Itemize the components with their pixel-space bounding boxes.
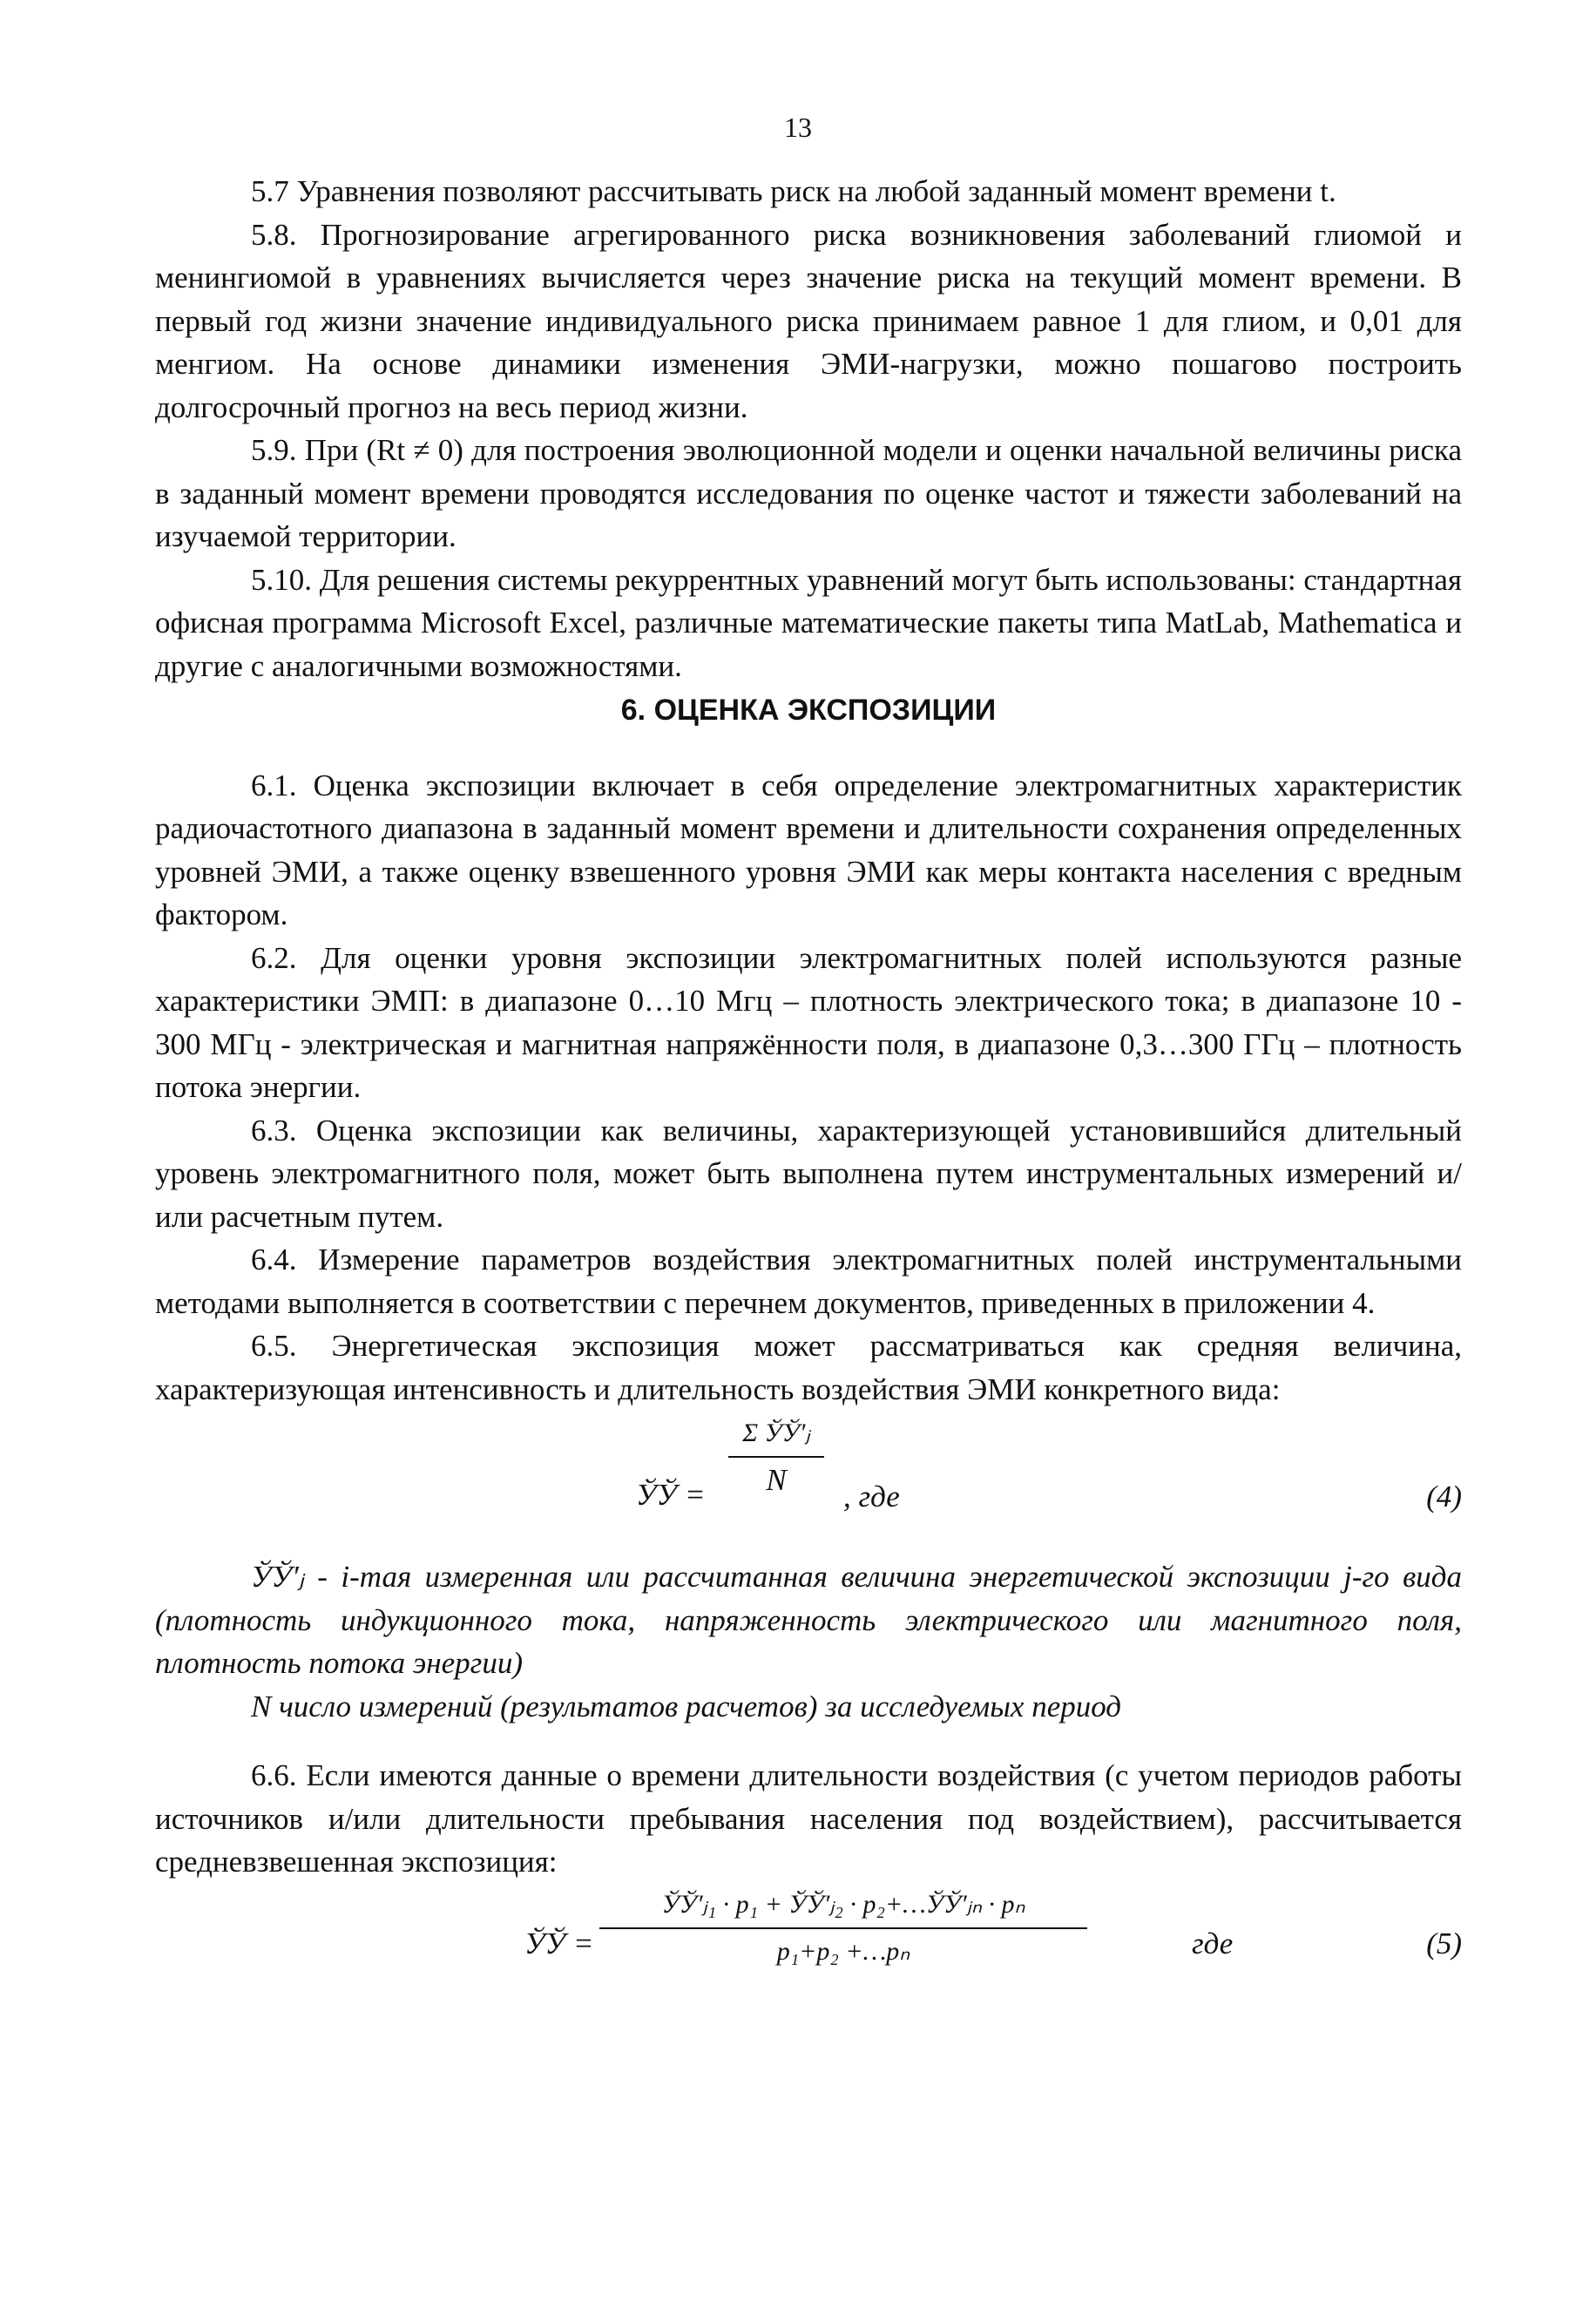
paragraph-6-5: 6.5. Энергетическая экспозиция может рассматриваться как средняя величина, характеризующая интенсивность и длительность воздействия ЭМИ конкретного вида: (155, 1329, 1462, 1406)
formula-4-denominator: N (766, 1463, 787, 1497)
paragraph-6-1: 6.1. Оценка экспозиции включает в себя определение электромагнитных характеристик радиочастотного диапазона в заданный момент времени и длительности сохранения определенных уровней ЭМИ, а также оценку взвешенного уровня ЭМИ как меры контакта населения с вредным фактором. (155, 768, 1462, 931)
formula-4 (155, 1416, 1462, 1547)
formula-5-fraction (599, 1887, 1087, 1969)
formula-4-number: (4) (1426, 1480, 1462, 1514)
paragraph-5-7: 5.7 Уравнения позволяют рассчитывать риск на любой заданный момент времени t. (251, 174, 1336, 208)
section-6-heading: 6. ОЦЕНКА ЭКСПОЗИЦИИ (620, 694, 997, 727)
paragraph-5-9: 5.9. При (Rt ≠ 0) для построения эволюционной модели и оценки начальной величины риска в заданный момент времени проводятся исследования по оценке частот и тяжести заболеваний на изучаемой территории. (155, 433, 1462, 553)
paragraph-6-2: 6.2. Для оценки уровня экспозиции электромагнитных полей используются разные характеристики ЭМП: в диапазоне 0…10 Мгц – плотность электрического тока; в диапазоне 10 - 300 МГц - электрическая и магнитная напряжённости поля, в диапазоне 0,3…300 ГГц – плотность потока энергии. (155, 940, 1462, 1104)
page-number: 13 (784, 112, 812, 143)
legend-n: N число измерений (результатов расчетов) за исследуемых период (251, 1689, 1121, 1723)
legend-yy: ЎЎ′ⱼ - i-тая измеренная или рассчитанная величина энергетической экспозиции j-го вида (плотность индукционного тока, напряженность электрического или магнитного поля, плотность потока энергии) (155, 1560, 1462, 1680)
fraction-bar (728, 1456, 824, 1458)
formula-5-number: (5) (1426, 1926, 1462, 1960)
formula-4-numerator: Σ ЎЎ′ⱼ (742, 1419, 810, 1447)
paragraph-5-10: 5.10. Для решения системы рекуррентных уравнений могут быть использованы: стандартная офисная программа Microsoft Excel, различные математические пакеты типа MatLab, Mathematica и другие с аналогичными возможностями. (155, 562, 1462, 683)
paragraph-5-8: 5.8. Прогнозирование агрегированного риска возникновения заболеваний глиомой и менингиомой в уравнениях вычисляется через значение риска на текущий момент времени. В первый год жизни значение индивидуального риска принимаем равное 1 для глиом, и 0,01 для менгиом. На основе динамики изменения ЭМИ-нагрузки, можно пошагово построить долгосрочный прогноз на весь период жизни. (155, 217, 1462, 424)
paragraph-6-4: 6.4. Измерение параметров воздействия электромагнитных полей инструментальными методами выполняется в соответствии с перечнем документов, приведенных в приложении 4. (155, 1243, 1462, 1320)
formula-5-lhs: ЎЎ = (524, 1926, 594, 1960)
formula-5-where: где (1192, 1926, 1234, 1960)
formula-5 (155, 1887, 1462, 2001)
formula-4-fraction (728, 1416, 824, 1498)
fraction-bar (599, 1927, 1087, 1929)
section-5-text (155, 170, 1462, 2004)
paragraph-6-6: 6.6. Если имеются данные о времени длительности воздействия (с учетом периодов работы источников и/или длительности пребывания населения под воздействием), рассчитывается средневзвешенная экспозиция: (155, 1758, 1462, 1879)
paragraph-6-3: 6.3. Оценка экспозиции как величины, характеризующей установившийся длительный уровень электромагнитного поля, может быть выполнена путем инструментальных измерений и/или расчетным путем. (155, 1113, 1462, 1234)
formula-5-denominator: p₁+p₂ +…pₙ (776, 1936, 910, 1966)
formula-4-where: , где (843, 1480, 900, 1514)
formula-5-numerator: ЎЎ′ⱼ₁ · p₁ + ЎЎ′ⱼ₂ · p₂+…ЎЎ′ⱼₙ · pₙ (661, 1889, 1025, 1919)
formula-4-lhs: ЎЎ = (636, 1478, 706, 1512)
